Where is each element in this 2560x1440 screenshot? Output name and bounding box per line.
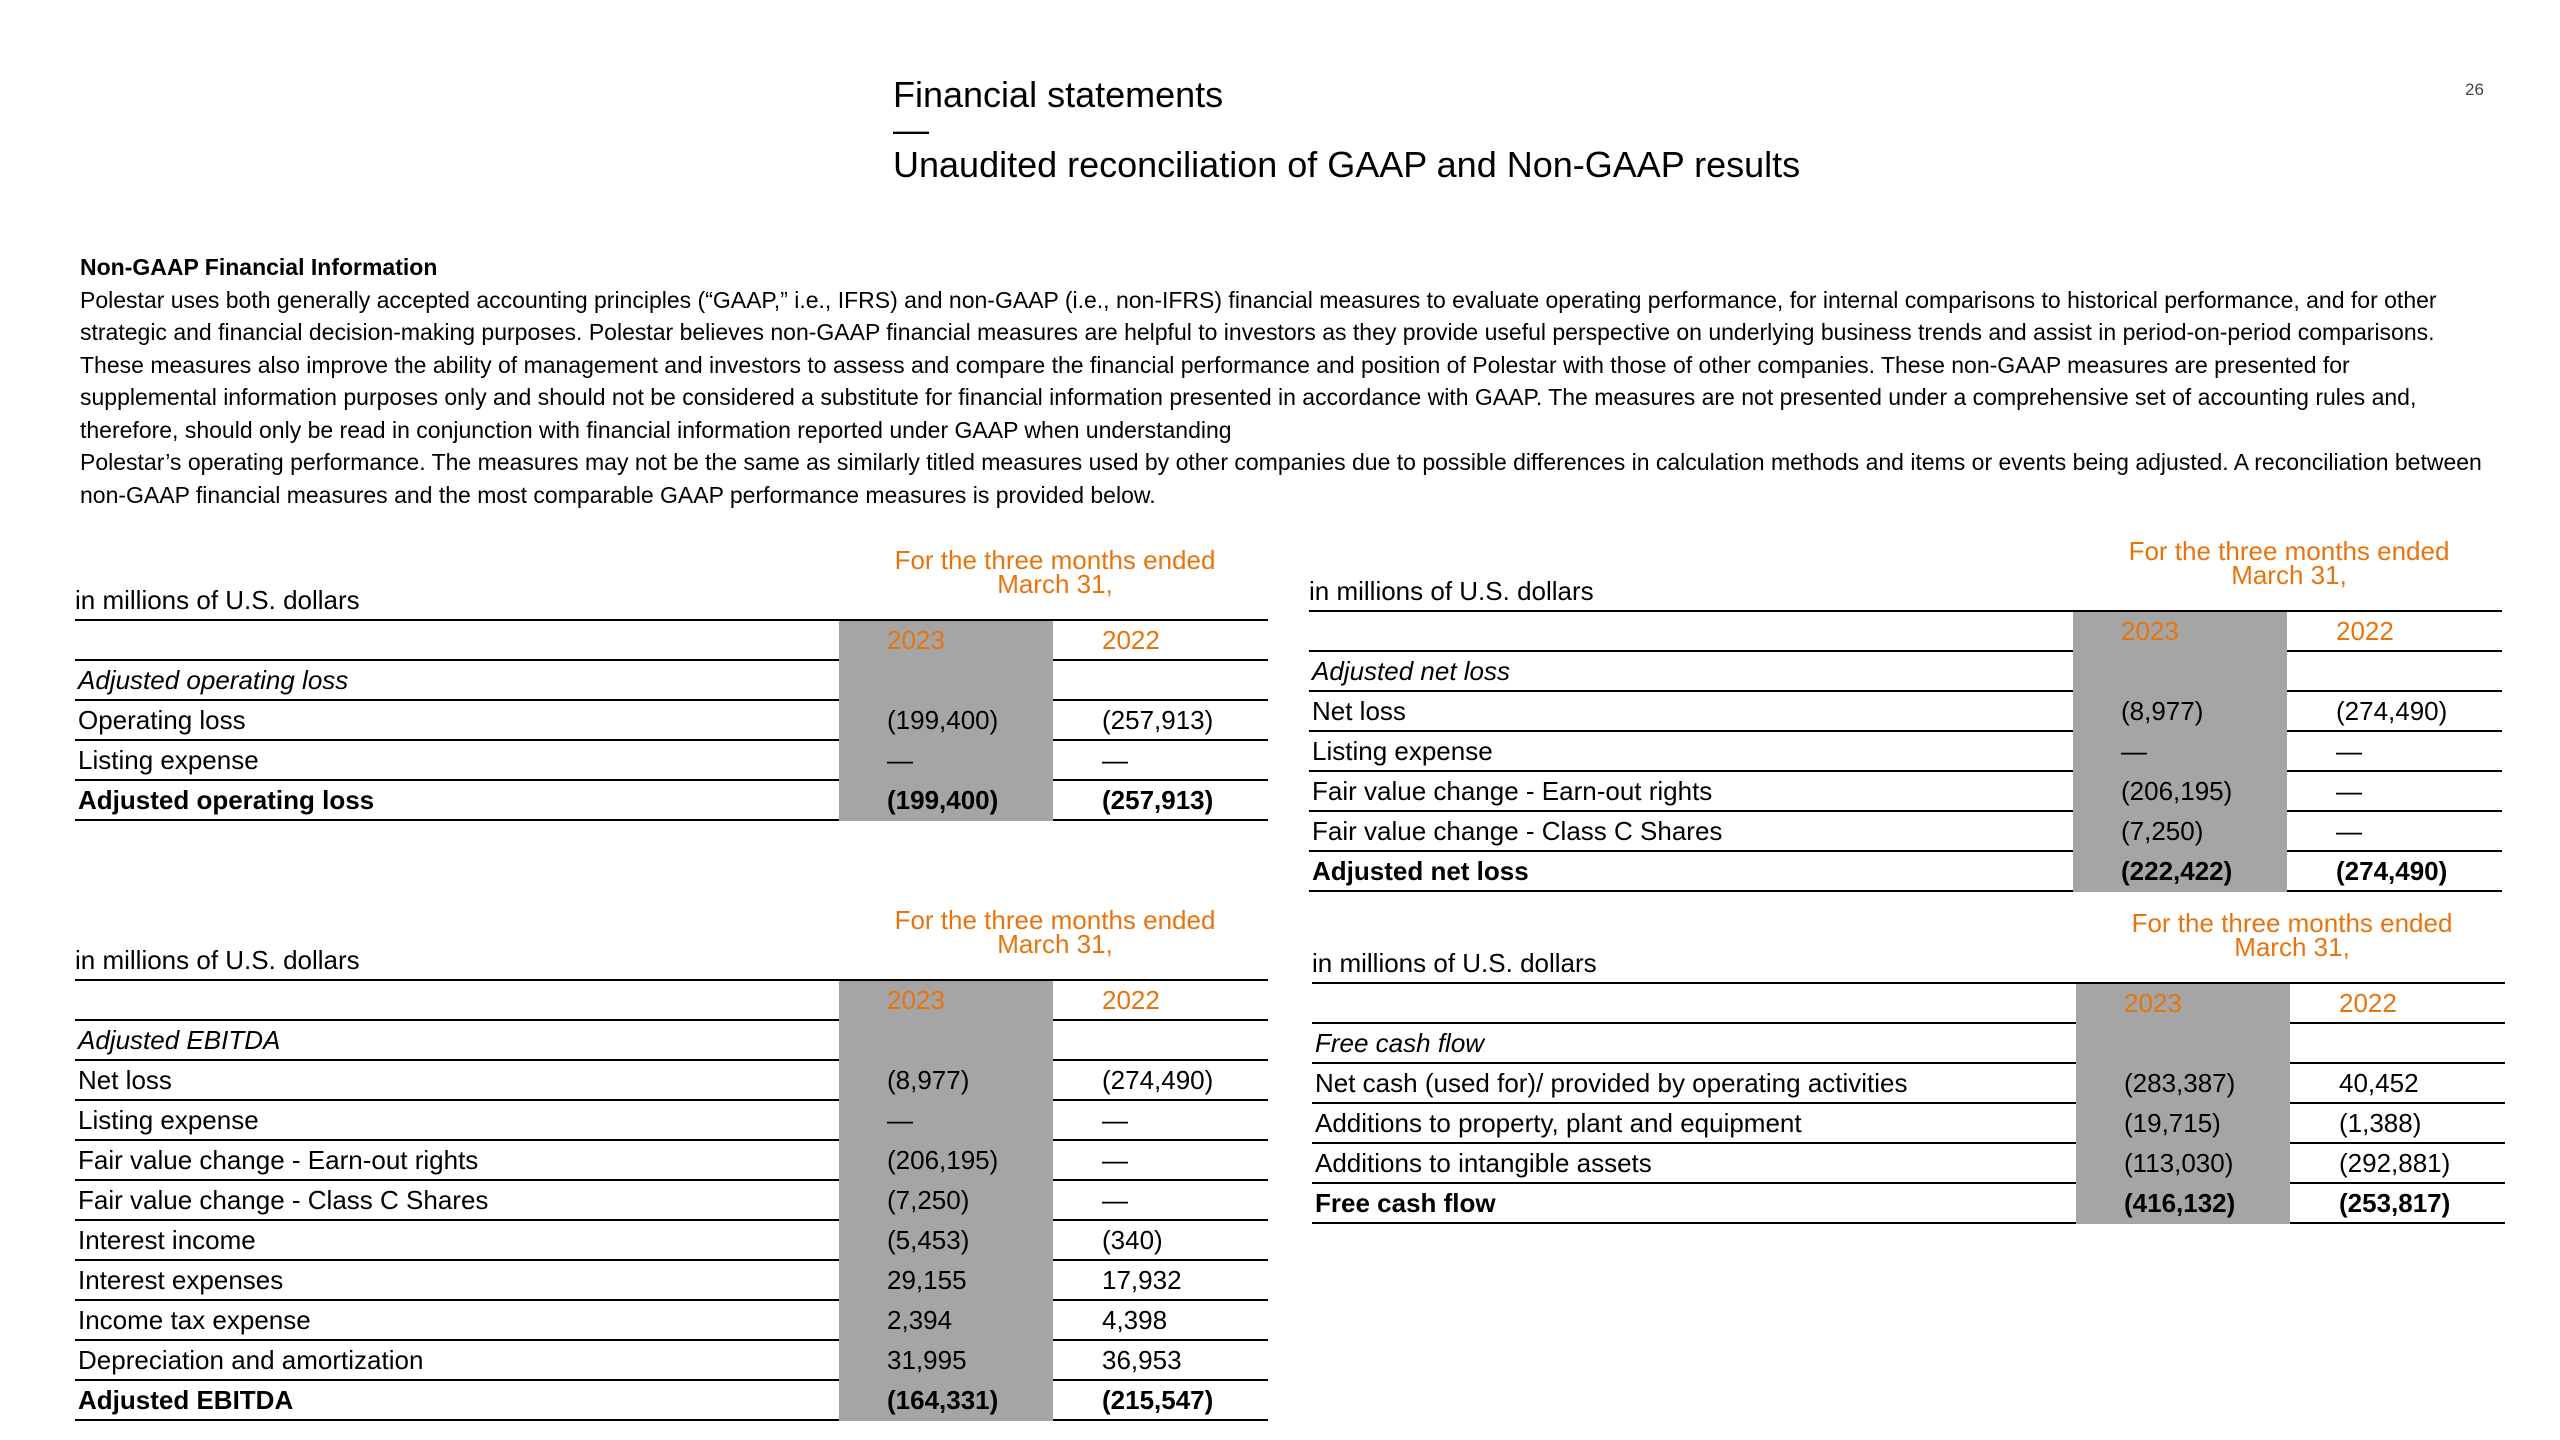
value-2022: (253,817) [2339,1188,2451,1218]
page-number: 26 [2465,80,2484,99]
intro-section [80,251,2490,511]
year-2022: 2022 [1102,985,1160,1015]
value-2023: (222,422) [2121,856,2233,886]
value-2023: (416,132) [2124,1188,2236,1218]
value-2023: (199,400) [887,785,999,815]
row-label: Net loss [1312,696,1406,726]
value-2023: (283,387) [2124,1068,2236,1098]
value-2023: (164,331) [887,1385,999,1415]
row-label: Adjusted net loss [1312,856,1529,886]
row-label: Operating loss [78,705,246,735]
page-subtitle: Unaudited reconciliation of GAAP and Non-GAAP results [893,144,1801,185]
value-2023: 31,995 [887,1345,967,1375]
table-row [75,1341,1268,1381]
table-row [1309,772,2502,812]
value-2023-cell [839,1341,1053,1381]
unit-label: in millions of U.S. dollars [75,945,360,975]
table-row [75,1141,1268,1181]
period-label-line1: For the three months ended [2131,908,2453,938]
table-adjusted-operating-loss [75,545,1268,821]
year-2023: 2023 [887,985,945,1015]
row-label: Fair value change - Class C Shares [78,1185,489,1215]
value-2022: (257,913) [1102,785,1214,815]
section-label-row [75,1021,1268,1061]
value-2022: 4,398 [1102,1305,1168,1335]
value-2023: — [887,745,913,775]
section-label-row [75,661,1268,701]
table-adjusted-ebitda [75,905,1268,1421]
value-2023-cell [2073,852,2287,892]
year-2022: 2022 [2339,988,2397,1018]
table-header [1312,908,2505,982]
section-label-row [1312,1024,2505,1064]
row-label: Fair value change - Earn-out rights [78,1145,479,1175]
value-2023: (5,453) [887,1225,970,1255]
value-2022: — [1102,1145,1128,1175]
value-2023: (7,250) [887,1185,970,1215]
value-2022: (274,490) [2336,696,2448,726]
row-label: Listing expense [78,1105,259,1135]
table-row [75,1061,1268,1101]
table-row [75,1101,1268,1141]
unit-label: in millions of U.S. dollars [1312,948,1597,978]
value-2023-cell [839,1101,1053,1141]
value-2023-cell [839,661,1053,701]
value-2023-cell [839,1181,1053,1221]
value-2023-cell [2073,812,2287,852]
table-row [1309,732,2502,772]
value-2023: (8,977) [2121,696,2204,726]
table-row [1309,692,2502,732]
value-2022: — [1102,1185,1128,1215]
value-2022: (257,913) [1102,705,1214,735]
year-2023-cell [2076,984,2290,1024]
value-2022: (292,881) [2339,1148,2451,1178]
row-label: Listing expense [1312,736,1493,766]
row-label: Adjusted operating loss [78,665,349,695]
row-label: Adjusted EBITDA [78,1025,281,1055]
table-row [75,1301,1268,1341]
section-label-row [1309,652,2502,692]
value-2023-cell [839,701,1053,741]
value-2022: 40,452 [2339,1068,2419,1098]
value-2023-cell [839,741,1053,781]
value-2023-cell [839,1301,1053,1341]
value-2022: 17,932 [1102,1265,1182,1295]
row-label: Interest income [78,1225,256,1255]
year-2023-cell [839,621,1053,661]
row-label: Interest expenses [78,1265,284,1295]
value-2023-cell [839,1021,1053,1061]
table-header [75,905,1268,979]
table-row [75,701,1268,741]
period-label-line1: For the three months ended [2128,536,2450,566]
table-row [1312,1144,2505,1184]
period-label-line2: March 31, [997,929,1113,959]
table-row [75,1221,1268,1261]
value-2023-cell [2073,692,2287,732]
value-2022: (340) [1102,1225,1163,1255]
row-label: Adjusted operating loss [78,785,375,815]
value-2023: (199,400) [887,705,999,735]
value-2023-cell [839,1221,1053,1261]
year-2023: 2023 [2121,616,2179,646]
value-2023-cell [2076,1184,2290,1224]
value-2023: (19,715) [2124,1108,2221,1138]
title-block [893,72,2193,188]
intro-heading: Non-GAAP Financial Information [80,254,438,280]
year-header-row [75,619,1268,661]
table-row [1312,1064,2505,1104]
value-2023: — [887,1105,913,1135]
row-label: Fair value change - Earn-out rights [1312,776,1713,806]
value-2022: 36,953 [1102,1345,1182,1375]
value-2023-cell [839,1061,1053,1101]
value-2022: (1,388) [2339,1108,2422,1138]
year-2022: 2022 [2336,616,2394,646]
table-header [1309,536,2502,610]
row-label: Additions to property, plant and equipment [1315,1108,1802,1138]
row-label: Net cash (used for)/ provided by operating activities [1315,1068,1908,1098]
title-dash: — [893,109,929,150]
value-2023: 2,394 [887,1305,953,1335]
period-label-line2: March 31, [2234,932,2350,962]
table-row [75,1181,1268,1221]
table-row [75,741,1268,781]
value-2023-cell [839,1381,1053,1421]
value-2023: (206,195) [2121,776,2233,806]
period-label-line2: March 31, [997,569,1113,599]
row-label: Fair value change - Class C Shares [1312,816,1723,846]
page-title: Financial statements [893,74,1224,115]
value-2023-cell [2073,772,2287,812]
value-2022: — [1102,745,1128,775]
value-2023: (206,195) [887,1145,999,1175]
row-label: Net loss [78,1065,172,1095]
value-2023-cell [2076,1024,2290,1064]
value-2022: — [1102,1105,1128,1135]
row-label: Adjusted net loss [1312,656,1511,686]
table-row [1312,1104,2505,1144]
row-label: Adjusted EBITDA [78,1385,294,1415]
value-2023: (7,250) [2121,816,2204,846]
table-row [75,1261,1268,1301]
total-row [75,781,1268,821]
period-label-line1: For the three months ended [894,545,1216,575]
row-label: Free cash flow [1315,1188,1496,1218]
value-2022: (274,490) [2336,856,2448,886]
value-2022: — [2336,816,2362,846]
unit-label: in millions of U.S. dollars [1309,576,1594,606]
year-2023: 2023 [887,625,945,655]
year-header-row [1312,982,2505,1024]
value-2023-cell [2073,732,2287,772]
total-row [75,1381,1268,1421]
intro-paragraph-2: Polestar’s operating performance. The measures may not be the same as similarly titled measures used by other companies due to possible differences in calculation methods and items or events being adjusted. A reconciliation between non-GAAP financial measures and the most comparable GAAP performance measures is provided below. [80,449,2482,508]
year-2022: 2022 [1102,625,1160,655]
unit-label: in millions of U.S. dollars [75,585,360,615]
value-2022: (215,547) [1102,1385,1214,1415]
year-header-row [75,979,1268,1021]
value-2022: — [2336,736,2362,766]
row-label: Additions to intangible assets [1315,1148,1652,1178]
period-label-line2: March 31, [2231,560,2347,590]
value-2023-cell [839,781,1053,821]
value-2023: (113,030) [2124,1148,2234,1178]
value-2023: — [2121,736,2147,766]
value-2023-cell [2076,1144,2290,1184]
value-2023-cell [839,1141,1053,1181]
value-2022: (274,490) [1102,1065,1214,1095]
row-label: Listing expense [78,745,259,775]
year-header-row [1309,610,2502,652]
value-2023-cell [2073,652,2287,692]
year-2023-cell [2073,612,2287,652]
value-2023-cell [2076,1064,2290,1104]
year-2023-cell [839,981,1053,1021]
total-row [1309,852,2502,892]
row-label: Depreciation and amortization [78,1345,424,1375]
row-label: Free cash flow [1315,1028,1485,1058]
value-2023-cell [2076,1104,2290,1144]
total-row [1312,1184,2505,1224]
value-2023: 29,155 [887,1265,967,1295]
table-adjusted-net-loss [1309,536,2502,892]
intro-paragraph-1: Polestar uses both generally accepted accounting principles (“GAAP,” i.e., IFRS) and non-GAAP (i.e., non-IFRS) financial measures to evaluate operating performance, for internal comparisons to historical performance, and for other strategic and financial decision-making purposes. Polestar believes non-GAAP financial measures are helpful to investors as they provide useful perspective on underlying business trends and assist in period-on-period comparisons. These measures also improve the ability of management and investors to assess and compare the financial performance and position of Polestar with those of other companies. These non-GAAP measures are presented for supplemental information purposes only and should not be considered a substitute for financial information presented in accordance with GAAP. The measures are not presented under a comprehensive set of accounting rules and, therefore, should only be read in conjunction with financial information reported under GAAP when understanding [80,286,2437,443]
table-row [1309,812,2502,852]
value-2023: (8,977) [887,1065,970,1095]
table-free-cash-flow [1312,908,2505,1224]
year-2023: 2023 [2124,988,2182,1018]
row-label: Income tax expense [78,1305,311,1335]
value-2022: — [2336,776,2362,806]
table-header [75,545,1268,619]
period-label-line1: For the three months ended [894,905,1216,935]
value-2023-cell [839,1261,1053,1301]
